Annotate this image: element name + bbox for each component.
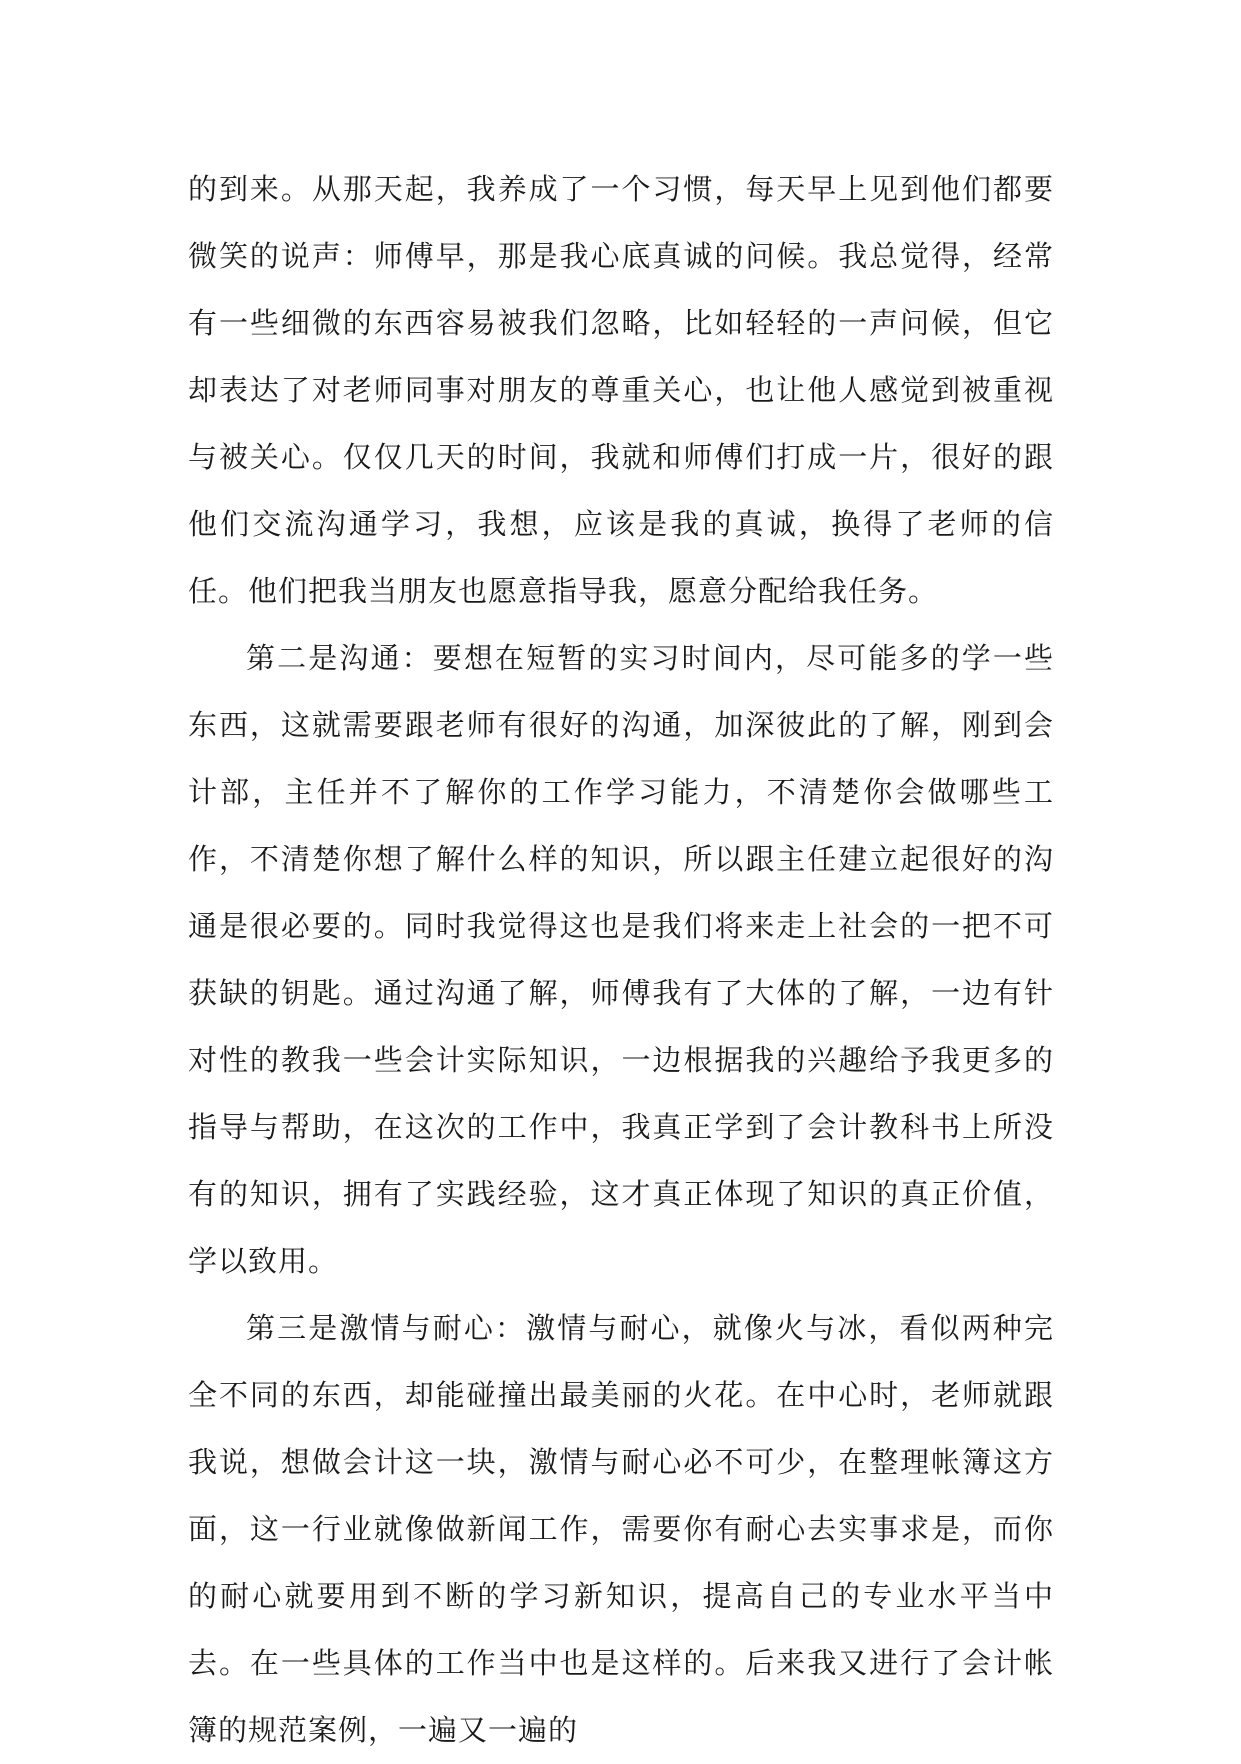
- paragraph-communication: 第二是沟通：要想在短暂的实习时间内，尽可能多的学一些东西，这就需要跟老师有很好的沟通，加深彼此的了解，刚到会计部，主任并不了解你的工作学习能力，不清楚你会做哪些工作，不清楚你想了解什么样的知识，所以跟主任建立起很好的沟通是很必要的。同时我觉得这也是我们将来走上社会的一把不可获缺的钥匙。通过沟通了解，师傅我有了大体的了解，一边有针对性的教我一些会计实际知识，一边根据我的兴趣给予我更多的指导与帮助，在这次的工作中，我真正学到了会计教科书上所没有的知识，拥有了实践经验，这才真正体现了知识的真正价值，学以致用。: [188, 641, 1054, 1278]
- paragraph-continuation: 的到来。从那天起，我养成了一个习惯，每天早上见到他们都要微笑的说声：师傅早，那是我心底真诚的问候。我总觉得，经常有一些细微的东西容易被我们忽略，比如轻轻的一声问候，但它却表达了对老师同事对朋友的尊重关心，也让他人感觉到被重视与被关心。仅仅几天的时间，我就和师傅们打成一片，很好的跟他们交流沟通学习，我想，应该是我的真诚，换得了老师的信任。他们把我当朋友也愿意指导我，愿意分配给我任务。: [188, 172, 1054, 608]
- document-body: [188, 156, 1054, 1764]
- paragraph-passion-patience: 第三是激情与耐心：激情与耐心，就像火与冰，看似两种完全不同的东西，却能碰撞出最美丽的火花。在中心时，老师就跟我说，想做会计这一块，激情与耐心必不可少，在整理帐簿这方面，这一行业就像做新闻工作，需要你有耐心去实事求是，而你的耐心就要用到不断的学习新知识，提高自己的专业水平当中去。在一些具体的工作当中也是这样的。后来我又进行了会计帐簿的规范案例，一遍又一遍的: [188, 1311, 1054, 1747]
